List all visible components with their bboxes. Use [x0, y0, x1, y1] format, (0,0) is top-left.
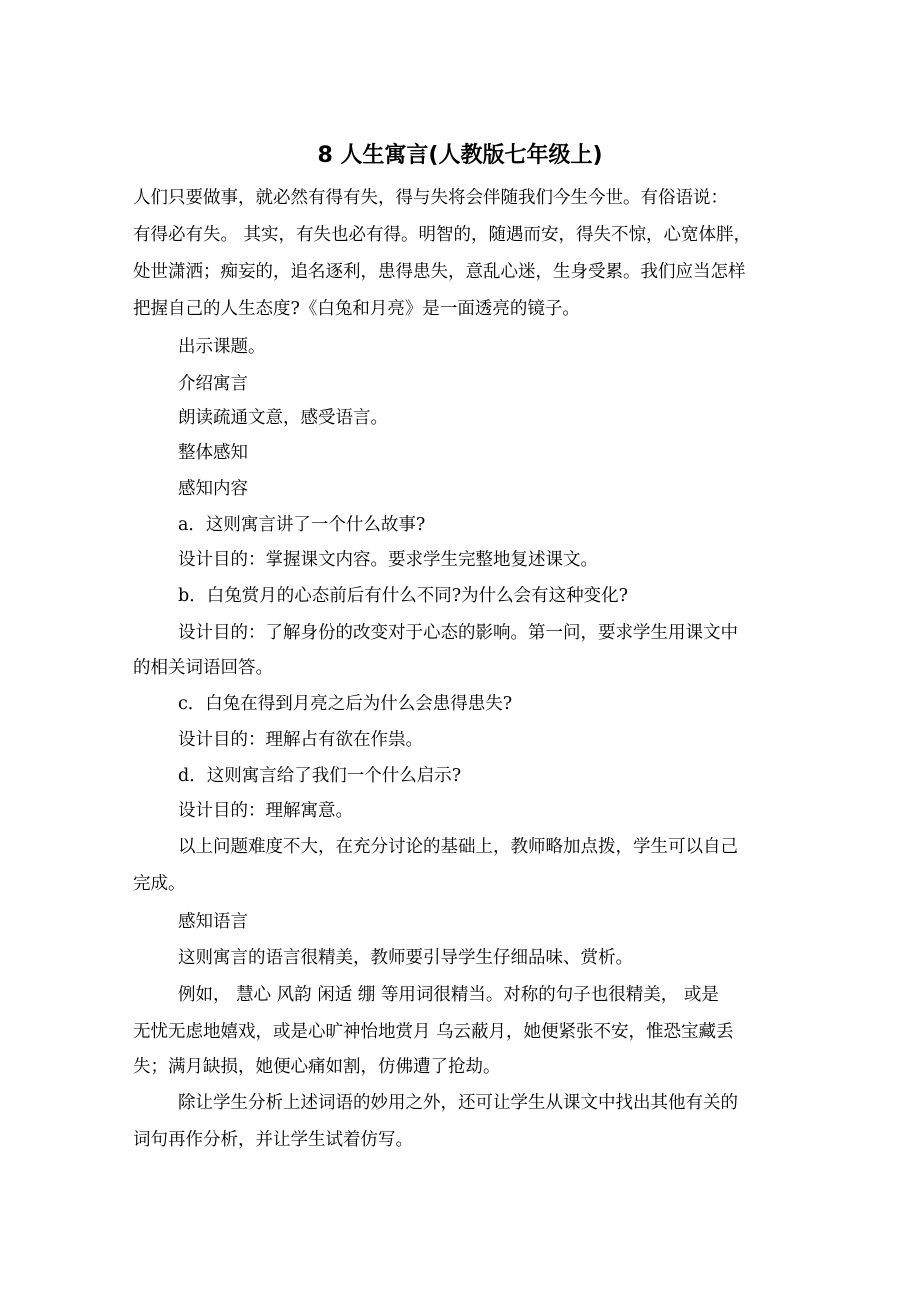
intro-line-3: 处世潇洒；痴妄的，追名逐利，患得患失，意乱心迷，生身受累。我们应当怎样 [133, 262, 746, 282]
language-heading: 感知语言 [178, 912, 248, 932]
step-overall: 整体感知 [178, 443, 248, 463]
extend-line-1: 除让学生分析上述词语的妙用之外，还可让学生从课文中找出其他有关的 [178, 1093, 738, 1113]
step-intro-fable: 介绍寓言 [178, 374, 248, 394]
step-content: 感知内容 [178, 479, 248, 499]
step-reading: 朗读疏通文意，感受语言。 [178, 408, 388, 428]
intro-line-1: 人们只要做事，就必然有得有失，得与失将会伴随我们今生今世。有俗语说： [133, 188, 728, 208]
question-b-goal-line-2: 的相关词语回答。 [133, 658, 273, 678]
language-paragraph: 这则寓言的语言很精美，教师要引导学生仔细品味、赏析。 [178, 948, 633, 968]
intro-line-2: 有得必有失。 其实，有失也必有得。明智的，随遇而安，得失不惊，心宽体胖， [133, 225, 752, 245]
summary-line-1: 以上问题难度不大，在充分讨论的基础上，教师略加点拨，学生可以自己 [178, 837, 738, 857]
document-title: 8 人生寓言(人教版七年级上) [317, 143, 603, 168]
question-a-goal: 设计目的：掌握课文内容。要求学生完整地复述课文。 [178, 550, 598, 570]
question-a: a．这则寓言讲了一个什么故事? [178, 515, 426, 535]
example-line-2: 无忧无虑地嬉戏，或是心旷神怡地赏月 乌云蔽月，她便紧张不安，惟恐宝藏丢 [133, 1022, 734, 1042]
question-d-goal: 设计目的：理解寓意。 [178, 801, 353, 821]
extend-line-2: 词句再作分析，并让学生试着仿写。 [133, 1130, 413, 1150]
example-line-3: 失；满月缺损，她便心痛如割，仿佛遭了抢劫。 [133, 1057, 501, 1077]
example-line-1: 例如， 慧心 风韵 闲适 绷 等用词很精当。对称的句子也很精美， 或是 [178, 985, 719, 1005]
step-show-title: 出示课题。 [178, 337, 266, 357]
question-b: b．白兔赏月的心态前后有什么不同?为什么会有这种变化? [178, 586, 628, 606]
summary-line-2: 完成。 [133, 874, 186, 894]
question-d: d．这则寓言给了我们一个什么启示? [178, 766, 462, 786]
question-c: c．白兔在得到月亮之后为什么会患得患失? [178, 694, 513, 714]
question-b-goal-line-1: 设计目的：了解身份的改变对于心态的影响。第一问，要求学生用课文中 [178, 623, 738, 643]
question-c-goal: 设计目的：理解占有欲在作祟。 [178, 730, 423, 750]
intro-line-4: 把握自己的人生态度?《白兔和月亮》是一面透亮的镜子。 [133, 299, 580, 319]
